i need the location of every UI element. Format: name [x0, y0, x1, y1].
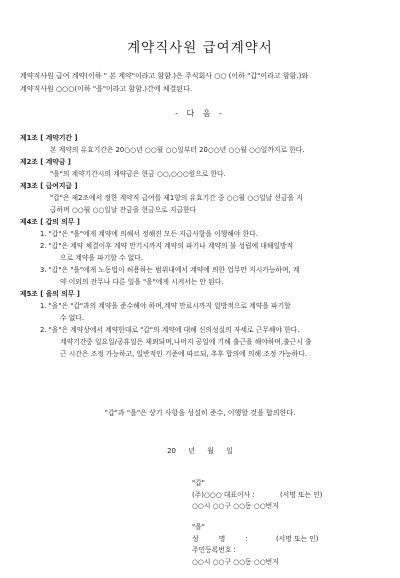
party-b-name-row — [192, 534, 319, 546]
signature-field: (서명 또는 인) — [280, 490, 323, 499]
party-a-name-row — [192, 490, 323, 502]
intro-paragraph — [20, 70, 388, 96]
contract-date: 20 년 월 일 — [167, 447, 233, 455]
intro-line: 계약직사원 ○○○(이하 "을"이라고 함함.)간에 체결된다. — [20, 85, 193, 93]
party-label: "을" — [192, 523, 205, 531]
party-b-name: 성 명 : — [192, 534, 248, 543]
item-text: 1. "갑"은 "을"에게 계약에 의해서 정해진 모든 지급사항을 이행해야 한다. — [40, 230, 258, 238]
item-text: 계약기간중 일요일/공휴일은 제외되며,나머지 공일에 기해 출근을 해야하며,출근시 출 — [60, 338, 312, 346]
item-text: 2. "을"은 계약상에서 계약한대로 "갑"의 계약에 대해 신의성실의 자세로 근무해야 한다. — [40, 326, 300, 334]
article-body — [20, 168, 388, 180]
signature-field: (서명 또는 인) — [276, 534, 319, 543]
item-text: 으로 계약을 파기할 수 없다. — [60, 254, 144, 262]
article-text: "갑"은 제2조에서 정한 계약직 급여를 제1항의 유효기간 중 ○○월 ○○일날 선금을 지 — [50, 194, 303, 202]
article-text: "을"의 계약기간시의 계약금은 현금 ○○,○○○원으로 한다. — [50, 170, 226, 178]
item-text: 1. "을"은 "갑"과의 계약을 준수해야 하며,계약 만료시까지 일방적으로 계약을 파기할 — [40, 302, 291, 310]
party-b-id-number: 주민등록번호 : — [192, 546, 236, 554]
item-text: 2. "갑"은 계약 체결이후 계약 만기시까지 계약의 파기나 계약의 불 성립에 대해일방적 — [40, 242, 294, 250]
item-text: 수 없다. — [60, 314, 85, 322]
article-3 — [20, 180, 388, 216]
list-item — [20, 264, 388, 288]
article-text: 급하며 ○○월 ○○일날 잔금을 현금으로 지급한다 — [50, 206, 197, 214]
party-label: "갑" — [192, 479, 205, 487]
party-a-address: ○○시 ○○구 ○○동 ○○번지 — [192, 502, 279, 510]
list-item — [20, 300, 388, 324]
article-text: 본 계약의 유효기간은 20○○년 ○○월 ○○일부터 20○○년 ○○월 ○○일까지로 한다. — [50, 146, 305, 154]
article-heading: 제5조 [ 을의 의무 ] — [20, 290, 80, 298]
party-b-address: ○○시 ○○구 ○○동 ○○번지 — [192, 557, 279, 566]
item-text: 근 시간은 조정 가능하고, 일반적인 기준에 따르되, 추후 합의에 의해 조정 가능하다. — [60, 350, 307, 358]
section-divider: - 다 음 - — [175, 109, 225, 118]
article-heading: 제4조 [ 갑의 의무 ] — [20, 218, 80, 226]
article-body — [20, 144, 388, 156]
article-heading: 제3조 [ 급여지급 ] — [20, 182, 78, 190]
party-a-name: (주)○○○ 대표이사 : — [192, 490, 255, 499]
item-text: 약 이외의 잔무나 다른 일을 "을"에게 시켜서는 안 된다. — [60, 278, 224, 286]
article-5 — [20, 288, 388, 360]
party-b-block — [192, 522, 319, 568]
closing-statement: "갑"과 "을"은 상기 사항을 성실히 준수, 이행할 것을 합의한다. — [104, 409, 296, 417]
article-heading: 제2조 [ 계약금 ] — [20, 158, 71, 166]
article-1 — [20, 132, 388, 156]
article-2 — [20, 156, 388, 180]
list-item — [20, 228, 388, 240]
document-title: 계약직사원 급여계약서 — [127, 40, 273, 56]
article-heading: 제1조 [ 계약기간 ] — [20, 134, 78, 142]
article-body — [20, 192, 388, 216]
intro-line: 계약직사원 급여 계약(이하 " 본 계약"이라고 함함.)은 주식회사 ○○ (이하 "갑"이라고 함함.)와 — [20, 72, 309, 80]
article-4 — [20, 216, 388, 288]
list-item — [20, 240, 388, 264]
list-item — [20, 324, 388, 360]
party-a-block — [192, 478, 323, 513]
item-text: 3. "갑"은 "을"에게 노동법이 허용하는 범위내에서 계약에 의한 업무만 지시가능하며, 계 — [40, 266, 300, 274]
